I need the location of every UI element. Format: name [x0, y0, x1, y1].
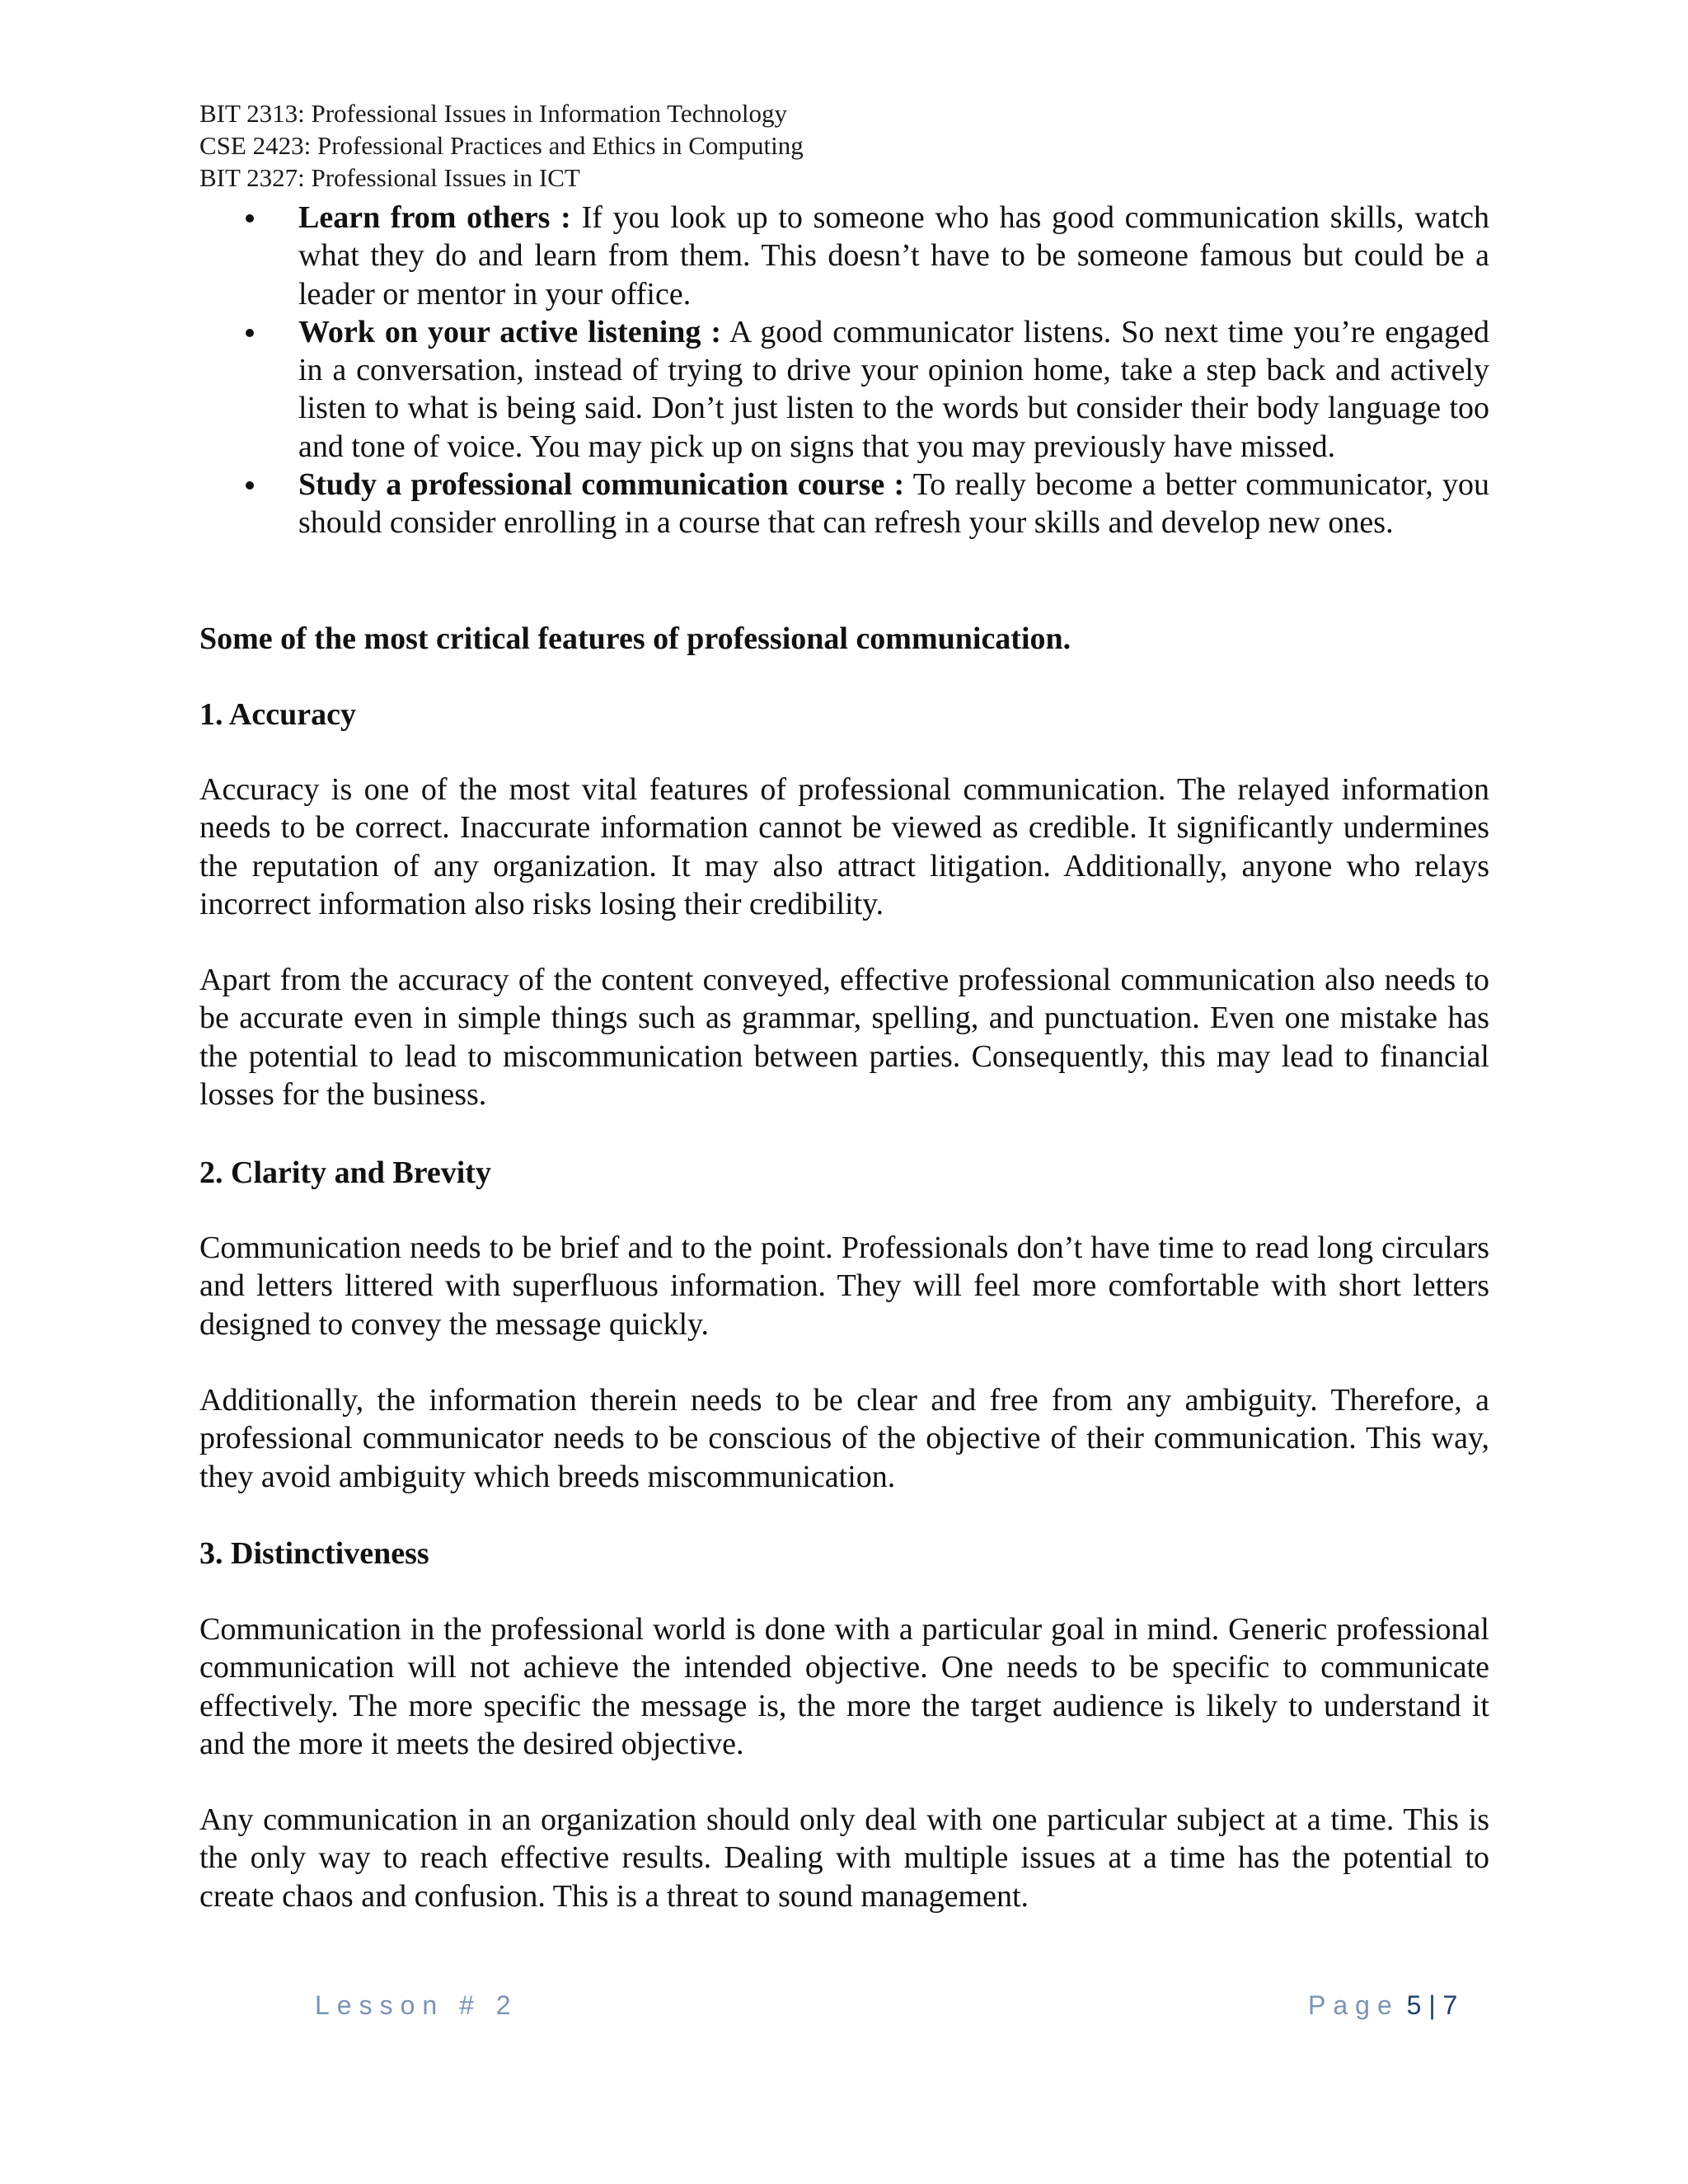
bullet-title: Work on your active listening :	[298, 314, 722, 349]
bullet-text: If you look up to someone who has good communication skills, watch what they do and learn from them. This doesn’t have to be someone famous but could be a leader or mentor in your office.	[298, 200, 1489, 312]
bullet-dot-icon	[246, 329, 254, 337]
section-title: Some of the most critical features of professional communication.	[199, 621, 1071, 656]
feature-paragraph: Apart from the accuracy of the content conveyed, effective professional communication also needs to be accurate even in simple things such as grammar, spelling, and punctuation. Even one mistake has the potential to lead to miscommunication between parties. Consequently, this may lead to financial losses for the business.	[199, 963, 1489, 1112]
footer-page-separator: |	[1421, 1990, 1443, 2020]
footer-page-word: Page	[1308, 1990, 1400, 2020]
bullet-item	[199, 466, 1489, 542]
bullet-title: Study a professional communication course :	[298, 467, 905, 503]
footer-lesson-label: Lesson # 2	[315, 1990, 518, 2020]
running-header	[199, 97, 1485, 194]
header-course-line-1: BIT 2313: Professional Issues in Information Technology	[199, 99, 788, 128]
bullet-item	[199, 313, 1489, 466]
footer-page-total: 7	[1442, 1990, 1458, 2020]
bullet-dot-icon	[246, 481, 254, 490]
bullet-text: A good communicator listens. So next time you’re engaged in a conversation, instead of trying to drive your opinion home, take a step back and actively listen to what is being said. Don’t just listen to the words but consider their body language too and tone of voice. You may pick up on signs that you may previously have missed.	[298, 314, 1490, 464]
feature-paragraph: Communication needs to be brief and to the point. Professionals don’t have time to read long circulars and letters littered with superfluous information. They will feel more comfortable with short letters designed to convey the message quickly.	[199, 1230, 1489, 1342]
header-course-line-3: BIT 2327: Professional Issues in ICT	[199, 163, 580, 192]
bullet-item	[199, 199, 1489, 313]
footer-page-current: 5	[1406, 1990, 1422, 2020]
bullet-dot-icon	[246, 214, 254, 223]
tips-bullet-list	[199, 199, 1489, 542]
header-course-line-2: CSE 2423: Professional Practices and Ethics in Computing	[199, 131, 804, 160]
feature-paragraph: Any communication in an organization should only deal with one particular subject at a time. This is the only way to reach effective results. Dealing with multiple issues at a time has the potential to create chaos and confusion. This is a threat to sound management.	[199, 1802, 1489, 1914]
footer-page-number	[1308, 1990, 1457, 2021]
feature-paragraph: Additionally, the information therein needs to be clear and free from any ambiguity. Therefore, a professional communicator needs to be conscious of the objective of their communication. This way, they avoid ambiguity which breeds miscommunication.	[199, 1383, 1489, 1494]
feature-paragraph: Communication in the professional world is done with a particular goal in mind. Generic professional communication will not achieve the intended objective. One needs to be specific to communicate effectively. The more specific the message is, the more the target audience is likely to understand it and the more it meets the desired objective.	[199, 1612, 1489, 1761]
feature-heading-distinctiveness: 3. Distinctiveness	[199, 1536, 429, 1571]
feature-paragraph: Accuracy is one of the most vital features of professional communication. The relayed information needs to be correct. Inaccurate information cannot be viewed as credible. It significantly undermines the reputation of any organization. It may also attract litigation. Additionally, anyone who relays incorrect information also risks losing their credibility.	[199, 772, 1489, 921]
feature-heading-clarity: 2. Clarity and Brevity	[199, 1155, 491, 1190]
bullet-title: Learn from others :	[298, 200, 571, 235]
feature-heading-accuracy: 1. Accuracy	[199, 697, 356, 732]
bullet-text: To really become a better communicator, you should consider enrolling in a course that can refresh your skills and develop new ones.	[298, 467, 1489, 541]
